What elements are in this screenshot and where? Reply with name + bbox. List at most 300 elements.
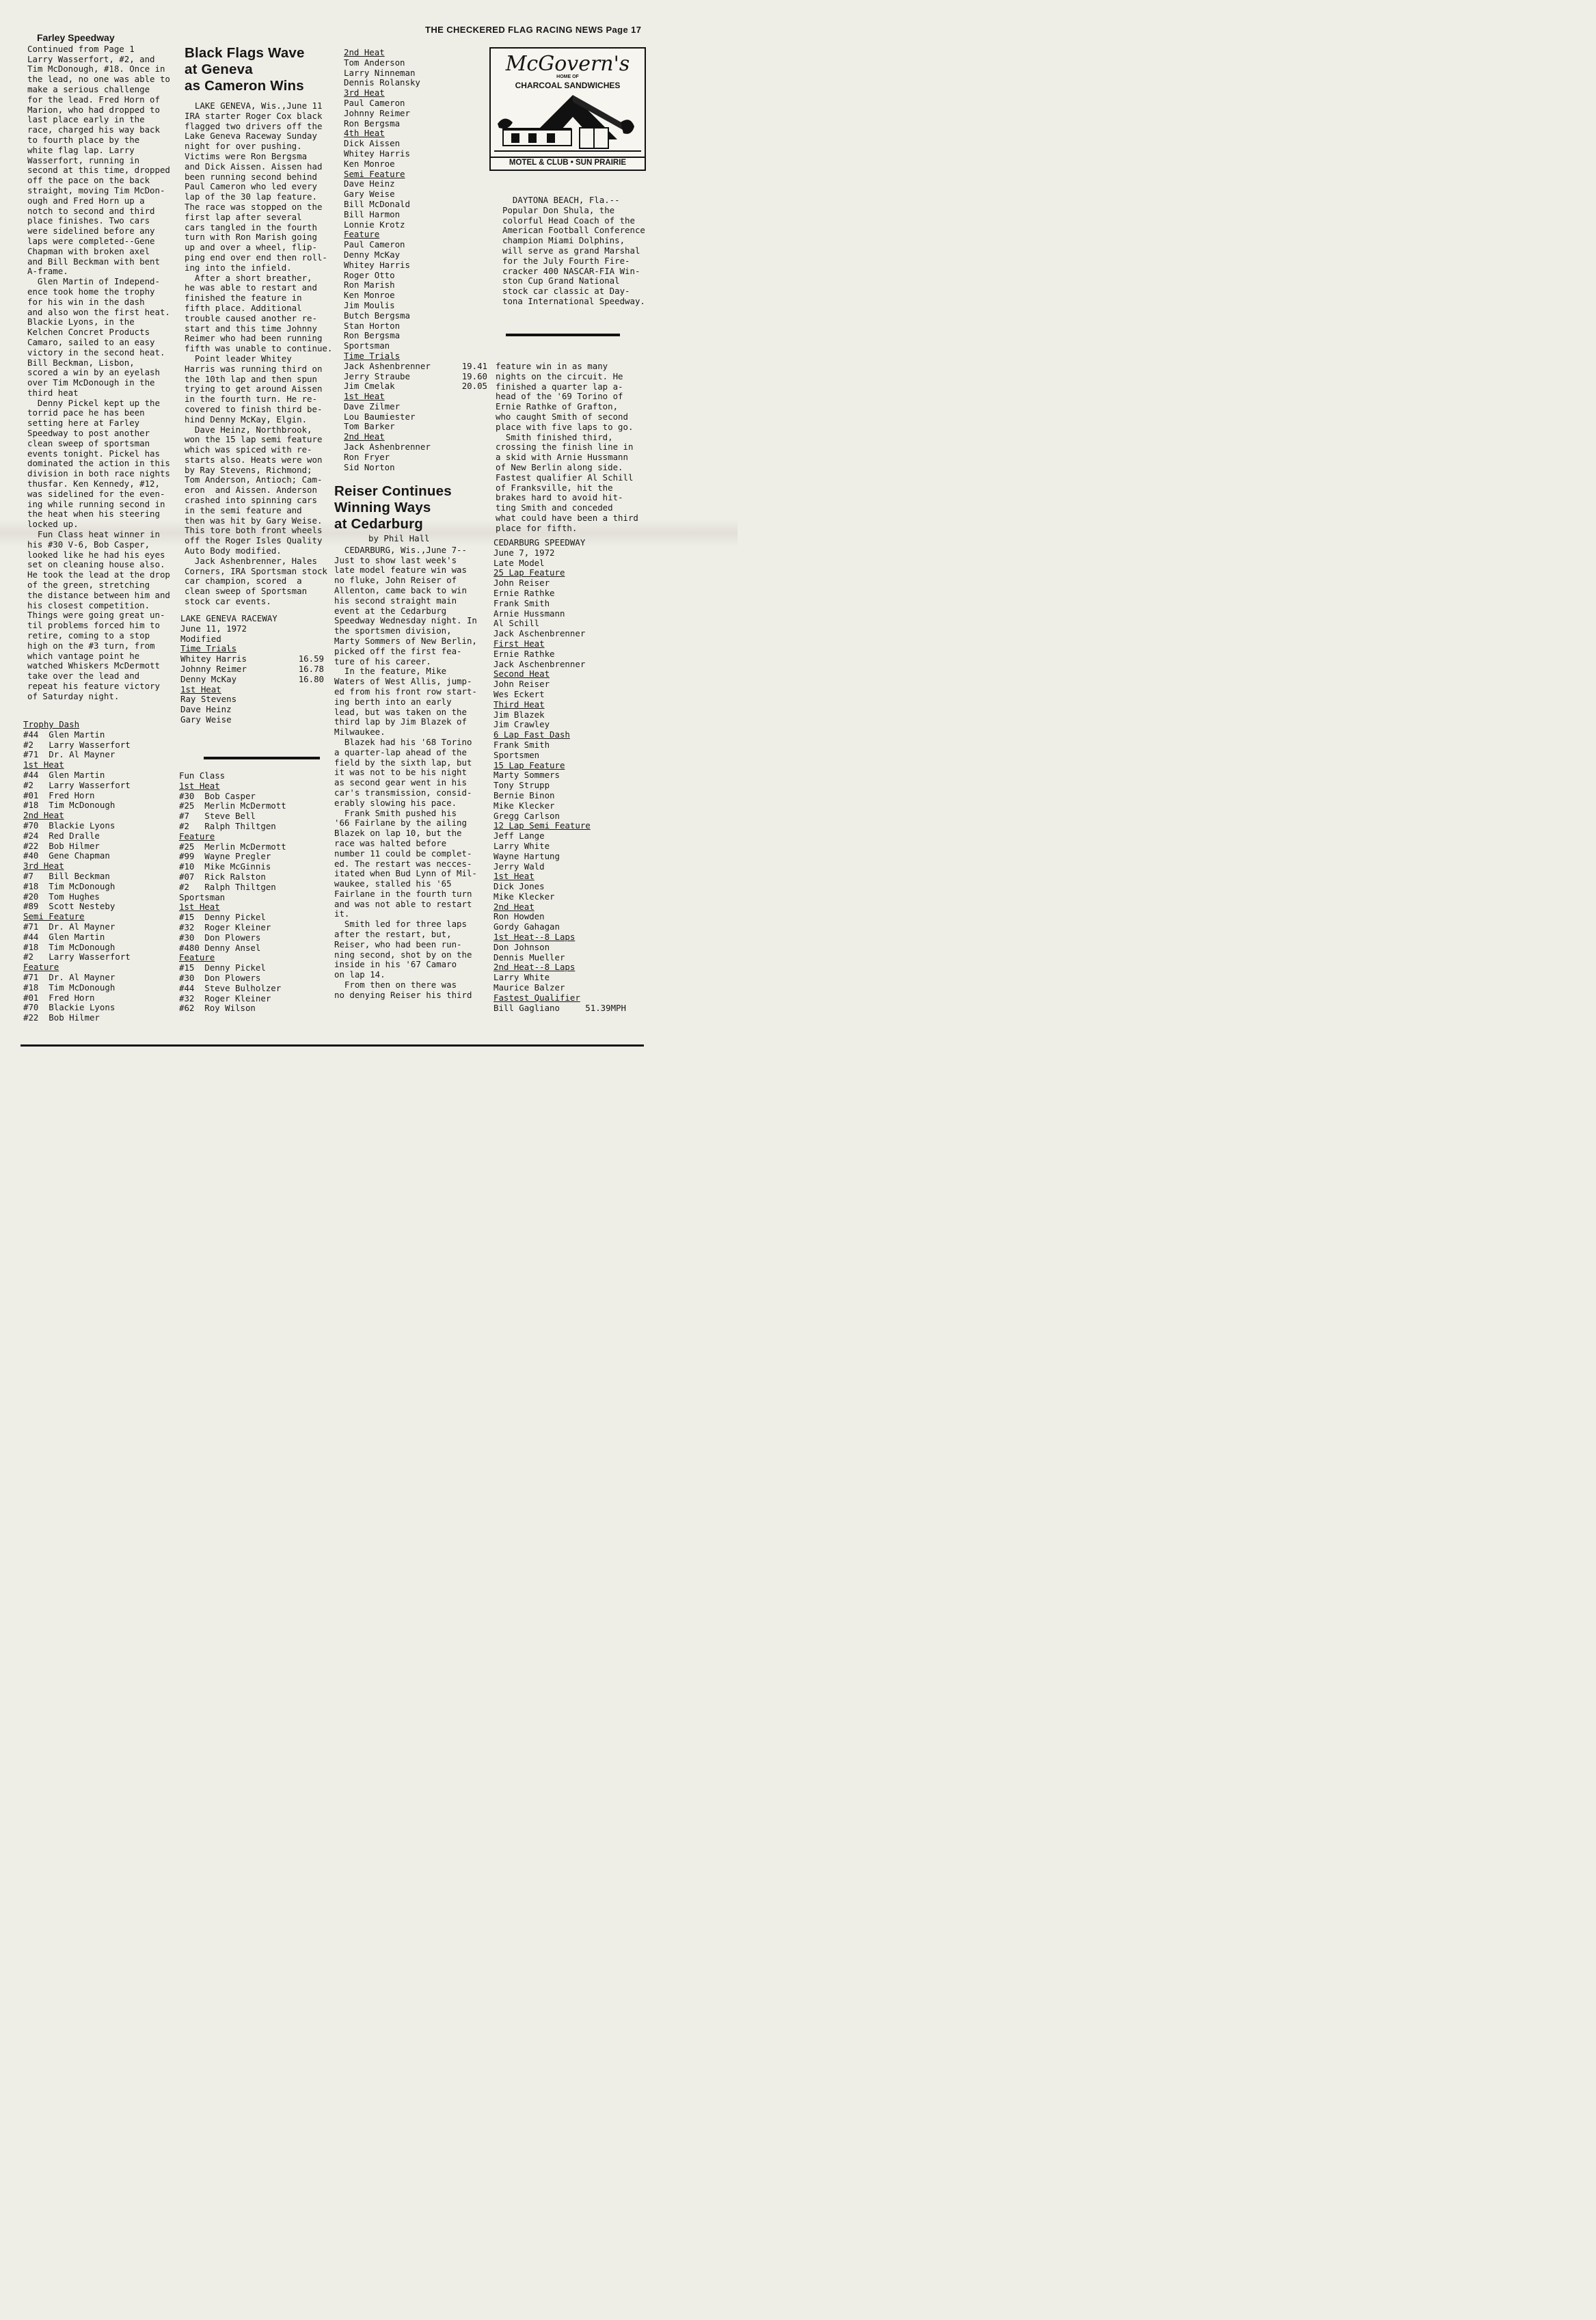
results-entry	[179, 801, 323, 811]
results-heading	[344, 351, 487, 362]
results-text: Gary Weise	[344, 189, 395, 200]
results-entry	[179, 923, 323, 933]
article-line: the heat when his steering	[27, 509, 160, 520]
results-text: Ron Fryer	[344, 451, 390, 462]
article-line: Marty Sommers of New Berlin,	[334, 635, 477, 646]
article-line: Glen Martin of Independ-	[27, 276, 160, 287]
results-heading	[493, 700, 644, 710]
results-text: Gregg Carlson	[493, 810, 560, 821]
results-entry	[493, 690, 644, 700]
results-text: Tony Strupp	[493, 780, 550, 791]
article-line: Blackie Lyons, in the	[27, 316, 135, 327]
article-line: looked like he had his eyes	[27, 549, 165, 560]
results-text: Whitey Harris	[180, 653, 247, 664]
results-text: #2 Ralph Thiltgen	[179, 881, 276, 892]
results-heading	[179, 832, 323, 842]
results-entry	[493, 599, 644, 609]
article-line: feature win in as many	[496, 361, 608, 371]
article-line: clean sweep of sportsman	[27, 437, 150, 448]
article-line: straight, moving Tim McDon-	[27, 185, 165, 195]
article-line: ed from his front row start-	[334, 686, 477, 697]
article-line: stock car classic at Day-	[502, 286, 630, 297]
article-line: ing berth into an early	[334, 696, 452, 707]
results-text: Stan Horton	[344, 320, 401, 331]
article-line: his second straight main	[334, 595, 457, 606]
results-entry	[493, 720, 644, 730]
results-entry	[344, 179, 487, 189]
results-text: 1st Heat	[23, 759, 64, 770]
article-line: of Franksville, hit the	[496, 482, 613, 493]
geneva-headline	[185, 45, 328, 94]
results-entry	[23, 800, 174, 811]
results-text: Paul Cameron	[344, 97, 405, 108]
results-text: 12 Lap Semi Feature	[493, 820, 591, 831]
results-entry	[344, 291, 487, 301]
results-text: LAKE GENEVA RACEWAY	[180, 613, 278, 623]
results-entry	[344, 240, 487, 250]
article-line: picked off the first fea-	[334, 645, 462, 656]
results-text: June 7, 1972	[493, 547, 555, 558]
results-heading	[493, 821, 644, 831]
article-line: and Dick Aissen. Aissen had	[185, 161, 323, 172]
article-line: of the green, stretching	[27, 580, 150, 591]
results-heading	[493, 669, 644, 679]
results-text: Jack Ashenbrenner	[344, 360, 431, 371]
results-entry	[344, 341, 487, 351]
results-entry	[180, 675, 324, 685]
cedarburg-results	[493, 538, 644, 1013]
results-text: #01 Fred Horn	[23, 992, 95, 1003]
results-text: 2nd Heat--8 Laps	[493, 962, 576, 973]
results-entry	[23, 973, 174, 983]
results-text: #480 Denny Ansel	[179, 942, 261, 953]
article-line: he was able to restart and	[185, 282, 317, 293]
results-text: Mike Klecker	[493, 891, 555, 902]
article-line: head of the '69 Torino of	[496, 391, 623, 402]
divider-rule	[204, 757, 320, 759]
article-line: dominated the action in this	[27, 458, 170, 469]
article-line: a quarter-lap ahead of the	[334, 746, 467, 757]
article-line: race, charged his way back	[27, 124, 160, 135]
results-entry	[493, 629, 644, 639]
results-entry	[179, 1003, 323, 1014]
results-text: 1st Heat	[179, 780, 220, 791]
article-line: repeat his feature victory	[27, 681, 160, 691]
results-heading	[180, 644, 324, 654]
article-line: Allenton, came back to win	[334, 584, 467, 595]
results-text: Feature	[23, 962, 59, 973]
article-line: lap of the 30 lap feature.	[185, 191, 317, 202]
results-time: 16.80	[298, 673, 324, 684]
article-line: '66 Fairlane by the ailing	[334, 818, 467, 828]
results-entry	[344, 189, 487, 200]
article-line: Camaro, sailed to an easy	[27, 336, 155, 347]
results-text: Dennis Mueller	[493, 952, 565, 962]
results-entry	[344, 78, 487, 88]
article-line: DAYTONA BEACH, Fla.--	[502, 195, 620, 205]
article-line: Reiser, who had been run-	[334, 939, 462, 949]
article-line: of New Berlin along side.	[496, 461, 623, 472]
article-line: will serve as grand Marshal	[502, 245, 640, 256]
headline-line: Winning Ways	[334, 500, 431, 515]
results-heading	[493, 902, 644, 913]
results-entry	[344, 68, 487, 79]
results-text: Don Johnson	[493, 941, 550, 952]
article-line: Popular Don Shula, the	[502, 204, 615, 215]
results-text: Sportsmen	[493, 749, 540, 760]
results-text: 3rd Heat	[344, 87, 385, 98]
article-line: This tore both front wheels	[185, 525, 323, 536]
results-text: Jim Moulis	[344, 299, 395, 310]
headline-line: at Geneva	[185, 62, 253, 77]
results-text: John Reiser	[493, 679, 550, 690]
results-heading	[179, 781, 323, 792]
results-entry	[344, 453, 487, 463]
article-line: Blazek on lap 10, but the	[334, 828, 462, 839]
results-text: Dick Aissen	[344, 138, 401, 149]
article-line: champion Miami Dolphins,	[502, 235, 625, 246]
results-time: 20.05	[461, 381, 487, 392]
results-text: Dave Heinz	[344, 178, 395, 189]
results-entry	[493, 751, 644, 761]
results-entry	[179, 943, 323, 954]
article-line: Blazek had his '68 Torino	[334, 736, 472, 747]
results-text: #25 Merlin McDermott	[179, 800, 286, 811]
results-text: Fastest Qualifier	[493, 992, 580, 1003]
results-text: #30 Don Plowers	[179, 972, 261, 983]
article-line: what could have been a third	[496, 512, 638, 523]
article-line: stock car events.	[185, 596, 271, 607]
article-line: fifth was unable to continue.	[185, 343, 333, 354]
article-line: Bill Beckman, Lisbon,	[27, 357, 135, 368]
results-text: Ken Monroe	[344, 290, 395, 301]
results-entry	[23, 851, 174, 861]
results-text: Johnny Reimer	[180, 663, 247, 674]
results-entry	[179, 822, 323, 832]
article-line: eron and Aissen. Anderson	[185, 485, 317, 496]
article-line: up and over a wheel, flip-	[185, 242, 317, 253]
results-entry	[344, 159, 487, 170]
results-entry	[493, 801, 644, 811]
article-line: turn with Ron Marish going	[185, 232, 317, 243]
article-line: hind Denny McKay, Elgin.	[185, 414, 308, 424]
results-text: #2 Larry Wasserfort	[23, 739, 131, 750]
results-entry	[179, 913, 323, 923]
article-line: and also won the first heat.	[27, 306, 170, 317]
farley-article	[27, 44, 174, 702]
results-text: June 11, 1972	[180, 623, 247, 634]
results-entry	[344, 321, 487, 332]
results-text: Dave Heinz	[180, 704, 232, 715]
article-line: American Football Conference	[502, 225, 645, 236]
article-line: last place early in the	[27, 114, 145, 125]
results-heading	[23, 962, 174, 973]
article-line: was sidelined for the even-	[27, 488, 165, 499]
results-text: Fun Class	[179, 770, 226, 781]
results-entry	[493, 973, 644, 983]
results-text: Late Model	[493, 557, 545, 568]
results-text: Frank Smith	[493, 597, 550, 608]
article-line: Waters of West Allis, jump-	[334, 676, 472, 687]
results-entry	[179, 933, 323, 943]
article-line: ing into the infield.	[185, 262, 292, 273]
article-line: In the feature, Mike	[334, 666, 447, 677]
results-entry	[23, 952, 174, 962]
article-line: late model feature win was	[334, 565, 467, 576]
results-text: #15 Denny Pickel	[179, 912, 266, 923]
article-line: for the July Fourth Fire-	[502, 255, 630, 266]
page-header: THE CHECKERED FLAG RACING NEWS Page 17	[425, 25, 642, 35]
article-line: ing while running second in	[27, 498, 165, 509]
results-entry	[344, 210, 487, 220]
results-text: #44 Glen Martin	[23, 769, 105, 780]
results-text: #30 Don Plowers	[179, 932, 261, 943]
article-line: Paul Cameron who led every	[185, 181, 317, 192]
article-line: which was spiced with re-	[185, 444, 312, 455]
results-text: Roger Otto	[344, 269, 395, 280]
results-text: Feature	[344, 229, 380, 240]
results-entry	[493, 862, 644, 872]
article-line: From then on there was	[334, 980, 457, 990]
results-text: 1st Heat	[180, 684, 221, 694]
results-text: Jack Ashenbrenner	[344, 442, 431, 453]
article-line: by Ray Stevens, Richmond;	[185, 464, 312, 475]
results-text: #62 Roy Wilson	[179, 1003, 256, 1014]
results-heading	[344, 230, 487, 240]
results-entry	[344, 58, 487, 68]
results-entry	[344, 139, 487, 149]
article-line: Things were going great un-	[27, 610, 165, 621]
results-text: 1st Heat	[493, 871, 535, 882]
article-line: Tom Anderson, Antioch; Cam-	[185, 474, 323, 485]
results-entry	[344, 331, 487, 341]
column-geneva	[185, 45, 333, 607]
ad-home-of: HOME OF	[556, 75, 579, 79]
article-line: and Bill Beckman with bent	[27, 256, 160, 267]
results-entry	[493, 548, 644, 558]
results-text: #2 Ralph Thiltgen	[179, 820, 276, 831]
article-line: no fluke, John Reiser of	[334, 575, 457, 586]
article-line: scored a win by an eyelash	[27, 367, 160, 378]
results-text: Ron Bergsma	[344, 118, 401, 129]
results-text: Feature	[179, 831, 215, 841]
results-text: #7 Steve Bell	[179, 811, 256, 822]
cedarburg-article-cont	[496, 362, 649, 534]
results-text: Lonnie Krotz	[344, 219, 405, 230]
results-entry	[493, 558, 644, 569]
results-entry	[23, 841, 174, 852]
results-text: Sid Norton	[344, 461, 395, 472]
article-line: Victims were Ron Bergsma	[185, 150, 308, 161]
results-entry	[344, 372, 487, 382]
article-line: flagged two drivers off the	[185, 120, 323, 131]
results-text: Ernie Rathke	[493, 587, 555, 598]
bottom-rule	[21, 1044, 644, 1047]
article-line: Ernie Rathke of Grafton,	[496, 401, 619, 412]
results-heading	[179, 902, 323, 913]
article-line: of Saturday night.	[27, 690, 120, 701]
cedarburg-headline	[334, 483, 478, 532]
results-text: Jim Crawley	[493, 719, 550, 730]
results-text: 2nd Heat	[344, 47, 385, 57]
article-line: Auto Body modified.	[185, 545, 282, 556]
results-entry	[493, 953, 644, 963]
results-text: Tom Barker	[344, 421, 395, 432]
article-line: no denying Reiser his third	[334, 989, 472, 1000]
article-line: ough and Fred Horn up a	[27, 195, 145, 206]
results-entry	[493, 538, 644, 548]
article-line: place with five laps to go.	[496, 421, 634, 432]
results-entry	[493, 679, 644, 690]
article-line: Speedway to post another	[27, 428, 150, 439]
results-text: 15 Lap Feature	[493, 759, 565, 770]
article-line: Fastest qualifier Al Schill	[496, 472, 634, 483]
article-line: take over the lead and	[27, 671, 140, 682]
results-time: 19.60	[461, 370, 487, 381]
results-text: Dave Zilmer	[344, 401, 401, 412]
results-text: 25 Lap Feature	[493, 567, 565, 578]
article-line: in the fourth turn. He re-	[185, 394, 317, 405]
article-line: after the restart, but,	[334, 929, 452, 940]
results-entry	[23, 882, 174, 892]
results-text: Denny McKay	[180, 673, 237, 684]
ad-tagline: CHARCOAL SANDWICHES	[515, 81, 621, 90]
article-line: race was halted before	[334, 837, 447, 848]
article-line: Dave Heinz, Northbrook,	[185, 424, 312, 435]
results-text: #44 Steve Bulholzer	[179, 982, 282, 993]
column-cedarburg	[334, 483, 478, 1001]
results-text: 2nd Heat	[344, 431, 385, 442]
results-entry	[23, 730, 174, 740]
article-line: place for fifth.	[496, 522, 578, 533]
article-line: Smith led for three laps	[334, 919, 467, 930]
results-entry	[493, 841, 644, 852]
article-line: a skid with Arnie Hussmann	[496, 452, 628, 463]
article-line: off the pace on the back	[27, 175, 150, 186]
results-entry	[493, 983, 644, 993]
article-line: third lap by Jim Blazek of	[334, 716, 467, 727]
article-line: erably slowing his pace.	[334, 797, 457, 808]
article-line: waukee, stalled his '65	[334, 878, 452, 889]
article-line: Frank Smith pushed his	[334, 807, 457, 818]
results-entry	[493, 882, 644, 892]
results-text: Arnie Hussmann	[493, 608, 565, 619]
results-entry	[179, 973, 323, 984]
article-line: it was not to be his night	[334, 767, 467, 778]
results-entry	[179, 963, 323, 973]
results-entry	[344, 381, 487, 392]
results-entry	[344, 301, 487, 311]
results-entry	[493, 649, 644, 660]
results-entry	[344, 220, 487, 230]
results-text: Larry White	[493, 840, 550, 851]
results-entry	[493, 852, 644, 862]
results-text: #2 Larry Wasserfort	[23, 952, 131, 962]
article-line: car's transmission, consid-	[334, 787, 472, 798]
article-line: ting Smith and conceded	[496, 502, 613, 513]
results-entry	[180, 664, 324, 675]
cedarburg-article	[334, 545, 478, 1001]
results-text: #18 Tim McDonough	[23, 800, 116, 811]
results-text: Sportsman	[179, 891, 226, 902]
results-text: Modified	[180, 633, 221, 644]
results-entry	[23, 821, 174, 831]
results-heading	[493, 639, 644, 649]
results-entry	[179, 811, 323, 822]
article-line: white flag lap. Larry	[27, 144, 135, 155]
results-text: #18 Tim McDonough	[23, 982, 116, 993]
article-line: retire, coming to a stop	[27, 630, 150, 641]
article-line: then was hit by Gary Weise.	[185, 515, 323, 526]
results-entry	[493, 770, 644, 781]
article-line: victory in the second heat.	[27, 347, 165, 358]
article-line: over Tim McDonough in the	[27, 377, 155, 388]
results-text: #99 Wayne Pregler	[179, 851, 271, 862]
results-text: Bill McDonald	[344, 198, 410, 209]
results-entry	[179, 882, 323, 893]
article-line: thusfar. Ken Kennedy, #12,	[27, 478, 160, 489]
results-text: Ron Marish	[344, 280, 395, 291]
article-line: event at the Cedarburg	[334, 605, 447, 616]
results-entry	[23, 872, 174, 882]
article-line: til problems forced him to	[27, 620, 160, 631]
results-heading	[179, 953, 323, 963]
article-line: Harris was running third on	[185, 363, 323, 374]
article-line: inside in his '67 Camaro	[334, 959, 457, 970]
byline: by Phil Hall	[368, 533, 430, 543]
article-line: Lake Geneva Raceway Sunday	[185, 131, 317, 141]
article-line: were sidelined before any	[27, 226, 155, 237]
results-text: Jim Cmelak	[344, 381, 395, 392]
results-entry	[344, 311, 487, 321]
results-heading	[23, 912, 174, 922]
article-line: Corners, IRA Sportsman stock	[185, 565, 327, 576]
results-entry	[493, 892, 644, 902]
results-text: #40 Gene Chapman	[23, 850, 110, 861]
results-entry	[180, 715, 324, 725]
results-text: Dick Jones	[493, 881, 545, 892]
results-entry	[493, 781, 644, 791]
results-heading	[344, 432, 487, 442]
results-heading	[493, 761, 644, 771]
headline-line: Black Flags Wave	[185, 45, 305, 61]
results-text: #71 Dr. Al Mayner	[23, 749, 116, 760]
article-line: Speedway Wednesday night. In	[334, 615, 477, 626]
article-line: Kelchen Concret Products	[27, 327, 150, 338]
results-heading	[493, 993, 644, 1003]
results-text: Ray Stevens	[180, 694, 237, 705]
article-line: who caught Smith of second	[496, 411, 628, 422]
article-line: number 11 could be complet-	[334, 848, 472, 859]
results-text: Jim Blazek	[493, 709, 545, 720]
article-line: high on the #3 turn, from	[27, 640, 155, 651]
results-entry	[23, 750, 174, 760]
article-line: Chapman with broken axel	[27, 245, 150, 256]
results-heading	[344, 170, 487, 180]
results-entry	[23, 932, 174, 943]
results-text: Jack Aschenbrenner	[493, 658, 586, 669]
article-line: been running second behind	[185, 171, 317, 182]
article-line: place finishes. Two cars	[27, 215, 150, 226]
results-text: Jeff Lange	[493, 831, 545, 841]
results-entry	[344, 442, 487, 453]
daytona-article	[502, 195, 653, 307]
results-text: #18 Tim McDonough	[23, 880, 116, 891]
article-line: A-frame.	[27, 266, 68, 277]
results-entry	[23, 740, 174, 751]
article-line: notch to second and third	[27, 205, 155, 216]
article-line: start and this time Johnny	[185, 323, 317, 334]
